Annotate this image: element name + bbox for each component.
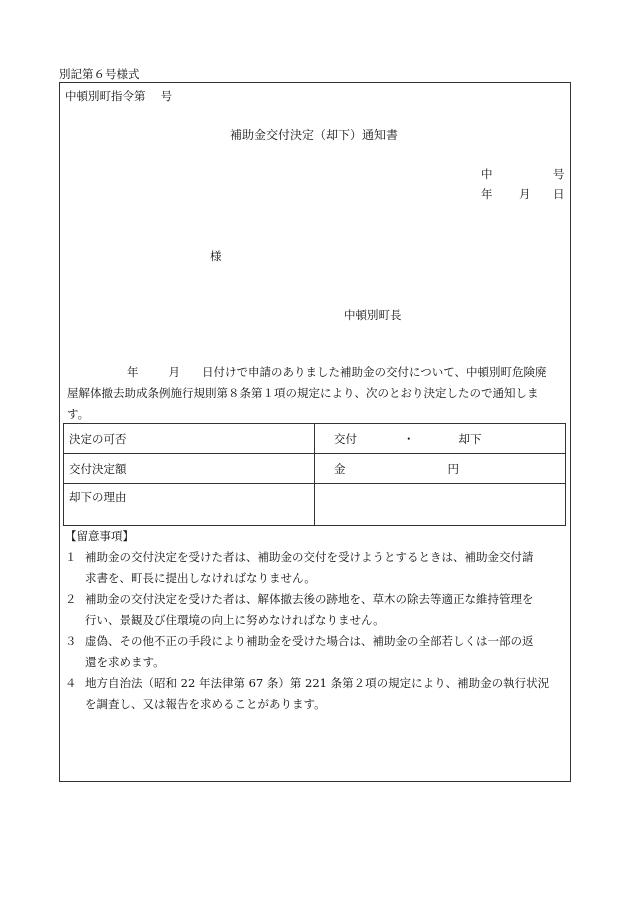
rejection-reason-value	[315, 484, 566, 526]
reject-option: 却下	[458, 431, 482, 446]
date-year: 年	[481, 187, 493, 201]
note-item	[65, 673, 570, 715]
note-number: ２	[65, 592, 77, 606]
form-label: 別記第６号様式	[59, 67, 140, 81]
directive-number: 中頓別町指令第 号	[65, 89, 173, 103]
date-day: 日	[553, 187, 565, 201]
notes-section	[65, 526, 570, 715]
body-month: 月	[168, 365, 180, 379]
doc-number-prefix: 中	[481, 167, 493, 181]
issuer-name: 中頓別町長	[344, 308, 402, 322]
body-line-2: 屋解体撤去助成条例施行規則第８条第１項の規定により、次のとおり決定したので通知しま	[67, 386, 539, 400]
grant-option: 交付	[334, 431, 357, 446]
decision-label: 決定の可否	[64, 424, 315, 454]
amount-prefix: 金	[334, 461, 346, 476]
note-line: 虚偽、その他不正の手段により補助金を受けた場合は、補助金の全部若しくは一部の返	[85, 634, 534, 648]
addressee-suffix: 様	[210, 249, 222, 263]
note-item	[65, 631, 570, 673]
decision-table	[63, 423, 566, 526]
decision-value	[315, 424, 566, 454]
note-line: 還を求めます。	[85, 655, 165, 669]
body-line-1	[67, 362, 567, 383]
note-line: 補助金の交付決定を受けた者は、解体撤去後の跡地を、草木の除去等適正な維持管理を	[85, 592, 534, 606]
note-number: ４	[65, 676, 77, 690]
note-line: 補助金の交付決定を受けた者は、補助金の交付を受けようとするときは、補助金交付請	[85, 550, 534, 564]
date-month: 月	[519, 187, 531, 201]
note-number: ３	[65, 634, 77, 648]
doc-number-suffix: 号	[553, 167, 565, 181]
table-row	[64, 454, 566, 484]
note-line: 求書を、町長に提出しなければなりません。	[85, 571, 316, 585]
table-row	[64, 484, 566, 526]
grant-amount-label: 交付決定額	[64, 454, 315, 484]
rejection-reason-label: 却下の理由	[64, 484, 315, 526]
document-title: 補助金交付決定（却下）通知書	[230, 128, 399, 142]
note-item	[65, 589, 570, 631]
note-item	[65, 547, 570, 589]
notes-heading: 【留意事項】	[65, 529, 134, 543]
body-line-3: す。	[67, 407, 90, 421]
grant-amount-value	[315, 454, 566, 484]
option-separator: ・	[403, 431, 415, 446]
note-line: 地方自治法（昭和 22 年法律第 67 条）第 221 条第２項の規定により、補助金の執行状況	[85, 676, 550, 690]
note-line: 行い、景観及び住環境の向上に努めなければなりません。	[85, 613, 385, 627]
notice-body	[67, 362, 567, 425]
note-line: を調査し、又は報告を求めることがあります。	[85, 697, 326, 711]
body-text-1: 日付けで申請のありました補助金の交付について、中頓別町危険廃	[202, 365, 547, 379]
amount-unit: 円	[447, 461, 459, 476]
table-row	[64, 424, 566, 454]
note-number: １	[65, 550, 77, 564]
body-year: 年	[127, 365, 139, 379]
